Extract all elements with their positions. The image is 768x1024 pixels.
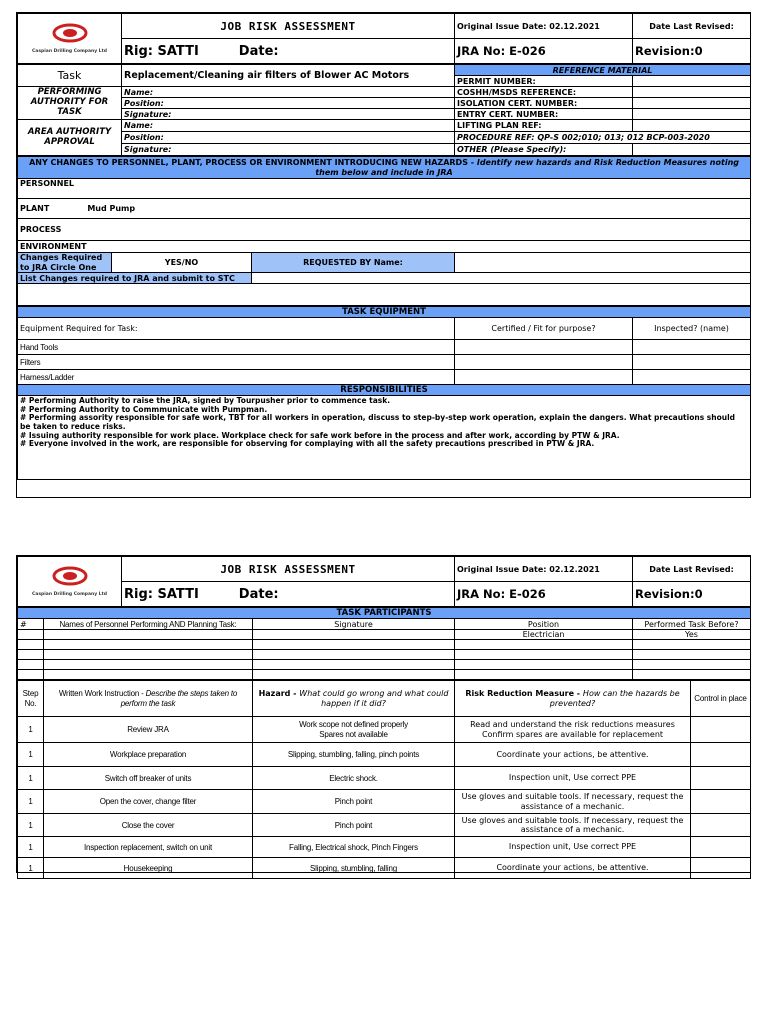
changes-required-label: Changes Required to JRA Circle One bbox=[18, 253, 112, 273]
step-number: 1 bbox=[18, 767, 44, 790]
participant-signature-cell[interactable] bbox=[253, 630, 455, 640]
date-label: Date: bbox=[238, 586, 279, 602]
jra-header-table bbox=[17, 13, 751, 64]
jra-header-table-2 bbox=[17, 556, 751, 607]
participant-signature-cell[interactable] bbox=[253, 670, 455, 680]
step-instruction: Workplace preparation bbox=[44, 743, 253, 767]
lifting-plan-value[interactable] bbox=[633, 120, 751, 132]
step-number: 1 bbox=[18, 717, 44, 743]
isolation-cert-value[interactable] bbox=[633, 98, 751, 109]
responsibility-item: # Performing Authority to raise the JRA, signed by Tourpusher prior to commence task. bbox=[20, 396, 391, 405]
participant-name-cell[interactable] bbox=[44, 660, 253, 670]
jra-sheet-page2 bbox=[16, 555, 751, 873]
company-logo bbox=[18, 557, 122, 607]
step-number: 1 bbox=[18, 837, 44, 858]
step-hazard: Electric shock. bbox=[253, 767, 455, 790]
equipment-required-header: Equipment Required for Task: bbox=[18, 318, 455, 340]
task-label: Task bbox=[18, 65, 122, 87]
performing-position-field[interactable]: Position: bbox=[122, 98, 455, 109]
step-instruction: Open the cover, change filter bbox=[44, 790, 253, 814]
equipment-certified-cell[interactable] bbox=[455, 370, 633, 385]
performing-authority-label: PERFORMING AUTHORITY FOR TASK bbox=[18, 87, 122, 120]
rig-date-cell bbox=[122, 39, 455, 64]
participants-hash-header: # bbox=[18, 619, 44, 630]
step-control-cell[interactable] bbox=[691, 790, 751, 814]
revision-number: Revision:0 bbox=[633, 39, 751, 64]
step-instruction: Housekeeping bbox=[44, 858, 253, 879]
instruction-header-italic: Describe the steps taken to perform the task bbox=[120, 689, 238, 708]
participant-name-cell[interactable] bbox=[44, 670, 253, 680]
step-control-cell[interactable] bbox=[691, 743, 751, 767]
task-participants-title: TASK PARTICIPANTS bbox=[18, 608, 751, 619]
step-row bbox=[18, 767, 751, 790]
risk-header-italic: How can the hazards be prevented? bbox=[549, 689, 680, 708]
step-instruction: Review JRA bbox=[44, 717, 253, 743]
step-row bbox=[18, 858, 751, 879]
responsibility-item: # Everyone involved in the work, are responsible for observing for complaying with all the safety precautions prescribed in PTW & JRA. bbox=[20, 439, 595, 449]
other-specify-value[interactable] bbox=[633, 144, 751, 156]
rig-label: Rig: SATTI bbox=[124, 43, 199, 59]
permit-number-label: PERMIT NUMBER: bbox=[455, 76, 633, 87]
equipment-inspected-cell[interactable] bbox=[633, 370, 751, 385]
other-specify-label: OTHER (Please Specify): bbox=[455, 144, 633, 156]
step-hazard: Work scope not defined properly Spares not available bbox=[253, 717, 455, 743]
step-row bbox=[18, 790, 751, 814]
date-label: Date: bbox=[238, 43, 279, 59]
procedure-ref: PROCEDURE REF: QP-S 002;010; 013; 012 BCP-003-2020 bbox=[455, 132, 751, 144]
participant-name-cell[interactable] bbox=[44, 650, 253, 660]
step-row bbox=[18, 837, 751, 858]
equipment-item: Filters bbox=[18, 355, 455, 370]
personnel-row[interactable]: PERSONNEL bbox=[18, 179, 751, 199]
equipment-inspected-cell[interactable] bbox=[633, 340, 751, 355]
hazard-header-main: Hazard - bbox=[258, 689, 300, 699]
step-risk: Coordinate your actions, be attentive. bbox=[455, 858, 691, 879]
permit-number-value[interactable] bbox=[633, 76, 751, 87]
certified-header: Certified / Fit for purpose? bbox=[455, 318, 633, 340]
rig-date-cell bbox=[122, 582, 455, 607]
plant-label: PLANT bbox=[20, 204, 50, 213]
step-risk: Read and understand the risk reductions measures Confirm spares are available for replacement bbox=[455, 717, 691, 743]
participant-performed: Yes bbox=[633, 630, 751, 640]
step-control-cell[interactable] bbox=[691, 717, 751, 743]
company-logo-icon bbox=[50, 23, 90, 45]
plant-row[interactable] bbox=[18, 199, 751, 219]
step-control-cell[interactable] bbox=[691, 767, 751, 790]
company-logo bbox=[18, 14, 122, 64]
jra-sheet-page1 bbox=[16, 12, 751, 498]
risk-header bbox=[455, 681, 691, 717]
step-risk: Use gloves and suitable tools. If necessary, request the assistance of a mechanic. bbox=[455, 790, 691, 814]
isolation-cert-label: ISOLATION CERT. NUMBER: bbox=[455, 98, 633, 109]
step-instruction: Inspection replacement, switch on unit bbox=[44, 837, 253, 858]
equipment-item: Harness/Ladder bbox=[18, 370, 455, 385]
coshh-value[interactable] bbox=[633, 87, 751, 98]
step-row bbox=[18, 717, 751, 743]
performing-signature-field[interactable]: Signature: bbox=[122, 109, 455, 120]
step-number: 1 bbox=[18, 790, 44, 814]
inspected-header: Inspected? (name) bbox=[633, 318, 751, 340]
coshh-label: COSHH/MSDS REFERENCE: bbox=[455, 87, 633, 98]
step-hazard: Slipping, stumbling, falling, pinch points bbox=[253, 743, 455, 767]
steps-table bbox=[17, 680, 751, 879]
equipment-certified-cell[interactable] bbox=[455, 355, 633, 370]
step-hazard: Falling, Electrical shock, Pinch Fingers bbox=[253, 837, 455, 858]
task-description: Replacement/Cleaning air filters of Blower AC Motors bbox=[122, 65, 455, 87]
form-title: JOB RISK ASSESSMENT bbox=[122, 557, 455, 582]
list-changes-label: List Changes required to JRA and submit to STC bbox=[18, 273, 252, 284]
process-row[interactable]: PROCESS bbox=[18, 219, 751, 241]
step-number: 1 bbox=[18, 858, 44, 879]
changes-banner-main: ANY CHANGES TO PERSONNEL, PLANT, PROCESS OR ENVIRONMENT INTRODUCING NEW HAZARDS - bbox=[29, 158, 477, 168]
participant-signature-cell[interactable] bbox=[253, 650, 455, 660]
participant-position: Electrician bbox=[455, 630, 633, 640]
task-equipment-title: TASK EQUIPMENT bbox=[18, 307, 751, 318]
changes-banner-italic: Identify new hazards and Risk Reduction Measures noting them below and include in JRA bbox=[315, 158, 739, 177]
task-participants-table bbox=[17, 607, 751, 680]
company-name: Caspian Drilling Company Ltd bbox=[32, 592, 107, 597]
date-last-revised: Date Last Revised: bbox=[633, 557, 751, 582]
step-number: 1 bbox=[18, 743, 44, 767]
hazard-header-italic: What could go wrong and what could happen if it did? bbox=[299, 689, 449, 708]
entry-cert-value[interactable] bbox=[633, 109, 751, 120]
step-risk: Coordinate your actions, be attentive. bbox=[455, 743, 691, 767]
risk-header-main: Risk Reduction Measure - bbox=[465, 689, 583, 699]
equipment-item: Hand Tools bbox=[18, 340, 455, 355]
responsibility-item: # Issuing authority responsible for work place. Workplace check for safe work before in the process and after work, according by PTW & JRA. bbox=[20, 430, 620, 440]
date-last-revised: Date Last Revised: bbox=[633, 14, 751, 39]
requested-by-value[interactable] bbox=[455, 253, 751, 273]
performing-name-field[interactable]: Name: bbox=[122, 87, 455, 98]
step-row bbox=[18, 814, 751, 837]
step-risk: Inspection unit, Use correct PPE bbox=[455, 837, 691, 858]
equipment-certified-cell[interactable] bbox=[455, 340, 633, 355]
step-risk: Inspection unit, Use correct PPE bbox=[455, 767, 691, 790]
equipment-inspected-cell[interactable] bbox=[633, 355, 751, 370]
changes-table bbox=[17, 156, 751, 306]
step-number: 1 bbox=[18, 814, 44, 837]
step-instruction: Close the cover bbox=[44, 814, 253, 837]
responsibility-item: # Performing Authority to Commmunicate with Pumpman. bbox=[20, 404, 268, 414]
original-issue-date: Original Issue Date: 02.12.2021 bbox=[455, 557, 633, 582]
reference-material-title: REFERENCE MATERIAL bbox=[455, 65, 751, 76]
participant-name-cell[interactable] bbox=[44, 630, 253, 640]
step-control-cell[interactable] bbox=[691, 837, 751, 858]
list-changes-area[interactable] bbox=[18, 284, 751, 306]
step-row bbox=[18, 743, 751, 767]
participant-name-cell[interactable] bbox=[44, 640, 253, 650]
responsibility-item: # Performing assority responsible for safe work, TBT for all workers in operation, discuss to step-by-step work operation, explain the dangers. What precautions should be taken to reduce risks. bbox=[20, 413, 736, 431]
instruction-header-main: Written Work Instruction - bbox=[58, 689, 146, 699]
lifting-plan-label: LIFTING PLAN REF: bbox=[455, 120, 633, 132]
participants-signature-header: Signature bbox=[253, 619, 455, 630]
control-header: Control in place bbox=[691, 681, 751, 717]
rig-label: Rig: SATTI bbox=[124, 586, 199, 602]
participant-signature-cell[interactable] bbox=[253, 640, 455, 650]
company-name: Caspian Drilling Company Ltd bbox=[32, 49, 107, 54]
responsibilities-title: RESPONSIBILITIES bbox=[18, 385, 751, 396]
environment-row[interactable]: ENVIRONMENT bbox=[18, 241, 751, 253]
task-equipment-table bbox=[17, 306, 751, 480]
area-signature-field[interactable]: Signature: bbox=[122, 144, 455, 156]
step-hazard: Pinch point bbox=[253, 814, 455, 837]
responsibilities-list bbox=[18, 396, 751, 480]
company-logo-icon bbox=[50, 566, 90, 588]
area-name-field[interactable]: Name: bbox=[122, 120, 455, 132]
hazard-header bbox=[253, 681, 455, 717]
jra-number: JRA No: E-026 bbox=[455, 582, 633, 607]
participants-names-header: Names of Personnel Performing AND Planning Task: bbox=[44, 619, 253, 630]
list-changes-blank bbox=[252, 273, 751, 284]
task-reference-table bbox=[17, 64, 751, 156]
step-hazard: Pinch point bbox=[253, 790, 455, 814]
step-no-header: Step No. bbox=[18, 681, 44, 717]
step-control-cell[interactable] bbox=[691, 858, 751, 879]
instruction-header bbox=[44, 681, 253, 717]
step-control-cell[interactable] bbox=[691, 814, 751, 837]
step-hazard: Slipping, stumbling, falling bbox=[253, 858, 455, 879]
revision-number: Revision:0 bbox=[633, 582, 751, 607]
participant-signature-cell[interactable] bbox=[253, 660, 455, 670]
original-issue-date: Original Issue Date: 02.12.2021 bbox=[455, 14, 633, 39]
area-position-field[interactable]: Position: bbox=[122, 132, 455, 144]
participants-performed-header: Performed Task Before? bbox=[633, 619, 751, 630]
plant-value: Mud Pump bbox=[87, 204, 136, 213]
entry-cert-label: ENTRY CERT. NUMBER: bbox=[455, 109, 633, 120]
requested-by-label: REQUESTED BY Name: bbox=[252, 253, 455, 273]
changes-banner bbox=[18, 157, 751, 179]
step-risk: Use gloves and suitable tools. If necessary, request the assistance of a mechanic. bbox=[455, 814, 691, 837]
area-authority-label: AREA AUTHORITY APPROVAL bbox=[18, 120, 122, 156]
participants-position-header: Position bbox=[455, 619, 633, 630]
yes-no-option[interactable]: YES/NO bbox=[112, 253, 252, 273]
jra-number: JRA No: E-026 bbox=[455, 39, 633, 64]
form-title: JOB RISK ASSESSMENT bbox=[122, 14, 455, 39]
step-instruction: Switch off breaker of units bbox=[44, 767, 253, 790]
